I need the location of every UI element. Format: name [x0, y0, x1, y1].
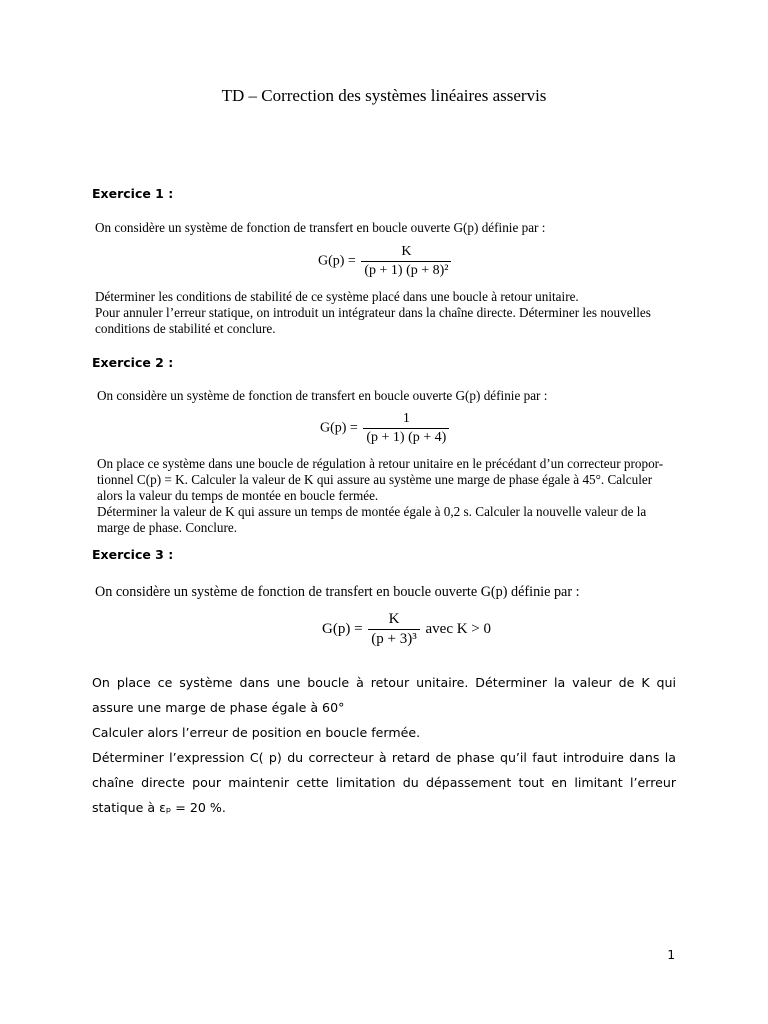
formula-fraction [361, 244, 451, 279]
exercise-1-text [95, 289, 651, 337]
text-line: tionnel C(p) = K. Calculer la valeur de K qui assure au système une marge de phase égale à 45°. Calculer [97, 472, 653, 487]
formula-lhs: G(p) = [318, 253, 356, 269]
text-line: Pour annuler l’erreur statique, on introduit un intégrateur dans la chaîne directe. Déterminer les nouvelles [95, 305, 651, 320]
exercise-2-text [97, 456, 663, 536]
text-line: conditions de stabilité et conclure. [95, 321, 276, 336]
formula-fraction [368, 611, 419, 648]
exercise-3-text [92, 670, 676, 820]
formula-lhs: G(p) = [322, 620, 363, 637]
formula-denominator: (p + 1) (p + 8)² [364, 263, 449, 278]
exercise-3-heading: Exercice 3 : [92, 547, 174, 562]
formula-numerator: 1 [363, 411, 449, 429]
exercise-1-intro: On considère un système de fonction de transfert en boucle ouverte G(p) définie par : [95, 220, 546, 235]
document-title: TD – Correction des systèmes linéaires asservis [221, 86, 547, 105]
exercise-1-formula [318, 244, 453, 279]
formula-numerator: K [361, 244, 451, 262]
formula-numerator: K [368, 611, 419, 630]
exercise-3-formula [322, 611, 491, 648]
paragraph: Calculer alors l’erreur de position en boucle fermée. [92, 725, 421, 740]
text-line: marge de phase. Conclure. [97, 520, 238, 535]
paragraph: Déterminer l’expression C( p) du correcteur à retard de phase qu’il faut introduire dans la chaîne directe pour maintenir cette limitation du dépassement tout en limitant l’erreur statique à εₚ = 20 %. [92, 750, 676, 815]
text-line: alors la valeur du temps de montée en boucle fermée. [97, 488, 379, 503]
formula-lhs: G(p) = [320, 420, 358, 436]
formula-denominator: (p + 3)³ [371, 631, 417, 647]
text-line: Déterminer la valeur de K qui assure un temps de montée égale à 0,2 s. Calculer la nouvelle valeur de la [97, 504, 647, 519]
exercise-2-intro: On considère un système de fonction de transfert en boucle ouverte G(p) définie par : [97, 388, 548, 403]
text-line: On place ce système dans une boucle de régulation à retour unitaire en le précédant d’un correcteur propor- [97, 456, 664, 471]
exercise-3-intro: On considère un système de fonction de transfert en boucle ouverte G(p) définie par : [95, 584, 580, 600]
formula-condition: avec K > 0 [425, 620, 492, 637]
page-number: 1 [667, 948, 675, 962]
exercise-2-formula [320, 411, 451, 446]
paragraph: On place ce système dans une boucle à retour unitaire. Déterminer la valeur de K qui assure une marge de phase égale à 60° [92, 675, 676, 715]
exercise-2-heading: Exercice 2 : [92, 355, 174, 370]
exercise-1-heading: Exercice 1 : [92, 186, 174, 201]
text-line: Déterminer les conditions de stabilité de ce système placé dans une boucle à retour unitaire. [95, 289, 579, 304]
formula-denominator: (p + 1) (p + 4) [366, 430, 447, 445]
formula-fraction [363, 411, 449, 446]
